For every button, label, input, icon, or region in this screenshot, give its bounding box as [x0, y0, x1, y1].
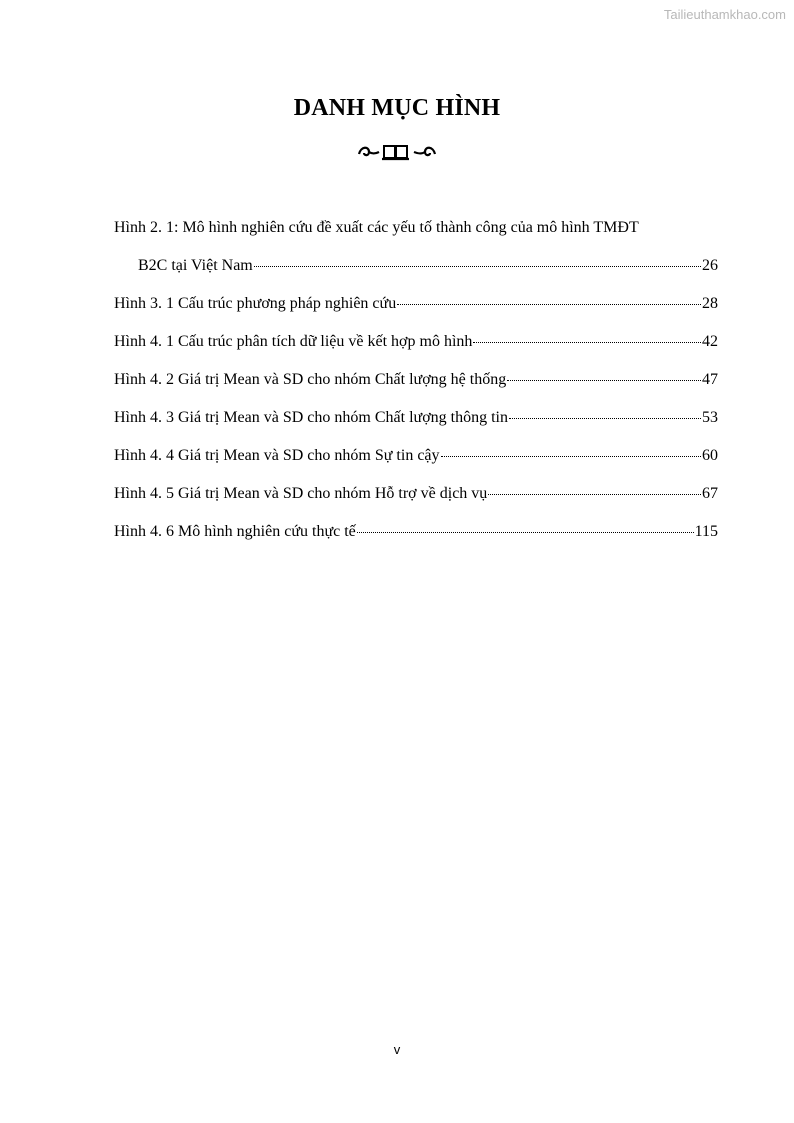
open-book-flourish-icon — [0, 142, 794, 167]
toc-entry-text: Hình 4. 3 Giá trị Mean và SD cho nhóm Chất lượng thông tin — [114, 408, 508, 426]
toc-entry-page: 28 — [702, 294, 718, 312]
toc-entry-text: B2C tại Việt Nam — [138, 256, 253, 274]
toc-entry-page: 42 — [702, 332, 718, 350]
toc-entry[interactable] — [114, 484, 718, 505]
toc-entry[interactable] — [114, 446, 718, 467]
toc-entry-page: 67 — [702, 484, 718, 502]
dot-leader — [397, 304, 701, 305]
toc-entry-text: Hình 4. 6 Mô hình nghiên cứu thực tế — [114, 522, 356, 540]
toc-entry[interactable] — [114, 408, 718, 429]
dot-leader — [357, 532, 694, 533]
dot-leader — [488, 494, 701, 495]
dot-leader — [507, 380, 701, 381]
toc-entry[interactable] — [114, 370, 718, 391]
page-number: v — [393, 1042, 401, 1057]
watermark: Tailieuthamkhao.com — [663, 7, 786, 22]
toc-entry[interactable] — [114, 294, 718, 315]
dot-leader — [441, 456, 701, 457]
toc-entry-page: 115 — [694, 522, 718, 540]
dot-leader — [254, 266, 701, 267]
toc-entry-text-line1: Hình 2. 1: Mô hình nghiên cứu đề xuất các yếu tố thành công của mô hình TMĐT — [114, 219, 639, 236]
toc-entry-page: 60 — [702, 446, 718, 464]
toc-entry-page: 26 — [702, 256, 718, 274]
figure-list — [114, 218, 718, 560]
toc-entry-text: Hình 3. 1 Cấu trúc phương pháp nghiên cứu — [114, 294, 397, 312]
page-title: DANH MỤC HÌNH — [293, 95, 501, 121]
toc-entry-page: 53 — [702, 408, 718, 426]
toc-entry-text: Hình 4. 4 Giá trị Mean và SD cho nhóm Sự tin cậy — [114, 446, 440, 464]
toc-entry[interactable] — [114, 332, 718, 353]
toc-entry[interactable] — [114, 218, 718, 276]
toc-entry[interactable] — [114, 522, 718, 543]
dot-leader — [509, 418, 701, 419]
toc-entry-text: Hình 4. 1 Cấu trúc phân tích dữ liệu về kết hợp mô hình — [114, 332, 473, 350]
open-book-flourish-icon — [357, 142, 437, 162]
toc-entry-text: Hình 4. 5 Giá trị Mean và SD cho nhóm Hỗ trợ về dịch vụ — [114, 484, 488, 502]
dot-leader — [473, 342, 701, 343]
toc-entry-page: 47 — [702, 370, 718, 388]
toc-entry-text: Hình 4. 2 Giá trị Mean và SD cho nhóm Chất lượng hệ thống — [114, 370, 507, 388]
